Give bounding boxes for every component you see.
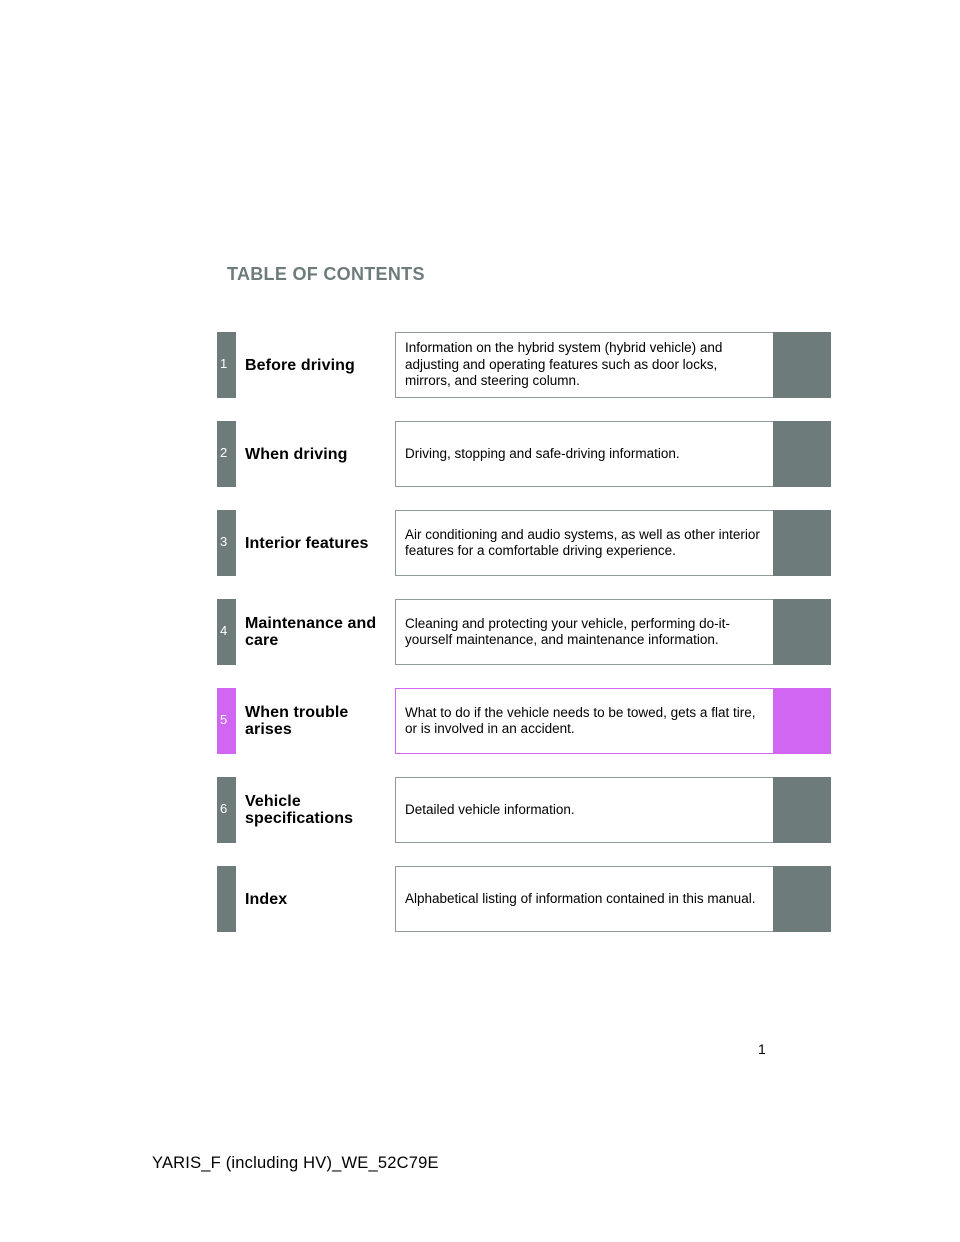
section-title[interactable]: Interior features	[245, 534, 369, 552]
section-tab	[217, 777, 236, 843]
page-number: 1	[758, 1041, 766, 1057]
toc-row-index[interactable]	[217, 866, 831, 932]
section-end-block	[773, 688, 831, 754]
section-description-box	[395, 510, 774, 576]
section-tab	[217, 332, 236, 398]
toc-row-interior-features[interactable]	[217, 510, 831, 576]
toc-row-when-trouble-arises[interactable]	[217, 688, 831, 754]
section-title[interactable]: Index	[245, 890, 288, 908]
section-description-box	[395, 688, 774, 754]
section-tab	[217, 510, 236, 576]
section-title[interactable]: Before driving	[245, 356, 355, 374]
section-description-box	[395, 332, 774, 398]
section-end-block	[773, 332, 831, 398]
section-description: Detailed vehicle information.	[405, 801, 575, 817]
section-end-block	[773, 866, 831, 932]
section-tab	[217, 688, 236, 754]
section-description-box	[395, 421, 774, 487]
section-description-box	[395, 866, 774, 932]
section-description: Cleaning and protecting your vehicle, performing do-it-yourself maintenance, and maintenance information.	[405, 615, 730, 647]
section-end-block	[773, 777, 831, 843]
section-title[interactable]: When driving	[245, 445, 348, 463]
toc-list	[217, 332, 831, 955]
section-end-block	[773, 421, 831, 487]
footer-document-code: YARIS_F (including HV)_WE_52C79E	[152, 1154, 439, 1172]
section-description: Driving, stopping and safe-driving information.	[405, 445, 680, 461]
page-title: TABLE OF CONTENTS	[227, 264, 425, 284]
section-number: 6	[220, 801, 228, 816]
section-number: 5	[220, 712, 228, 727]
section-number: 2	[220, 445, 228, 460]
section-description: Alphabetical listing of information contained in this manual.	[405, 890, 756, 906]
section-title[interactable]: When trouble arises	[245, 704, 349, 738]
section-description-box	[395, 599, 774, 665]
section-title[interactable]: Vehicle specifications	[245, 793, 354, 827]
toc-row-maintenance-and-care[interactable]	[217, 599, 831, 665]
section-number: 3	[220, 534, 228, 549]
toc-row-when-driving[interactable]	[217, 421, 831, 487]
section-description: What to do if the vehicle needs to be towed, gets a flat tire, or is involved in an accident.	[405, 704, 756, 736]
section-tab	[217, 599, 236, 665]
section-tab	[217, 421, 236, 487]
section-description: Information on the hybrid system (hybrid vehicle) and adjusting and operating features such as door locks, mirrors, and steering column.	[405, 340, 723, 389]
section-end-block	[773, 599, 831, 665]
section-description: Air conditioning and audio systems, as well as other interior features for a comfortable driving experience.	[405, 526, 760, 558]
section-number: 1	[220, 356, 228, 371]
toc-row-vehicle-specifications[interactable]	[217, 777, 831, 843]
section-title[interactable]: Maintenance and care	[245, 615, 377, 649]
toc-row-before-driving[interactable]	[217, 332, 831, 398]
section-number: 4	[220, 623, 228, 638]
section-tab	[217, 866, 236, 932]
section-description-box	[395, 777, 774, 843]
section-end-block	[773, 510, 831, 576]
